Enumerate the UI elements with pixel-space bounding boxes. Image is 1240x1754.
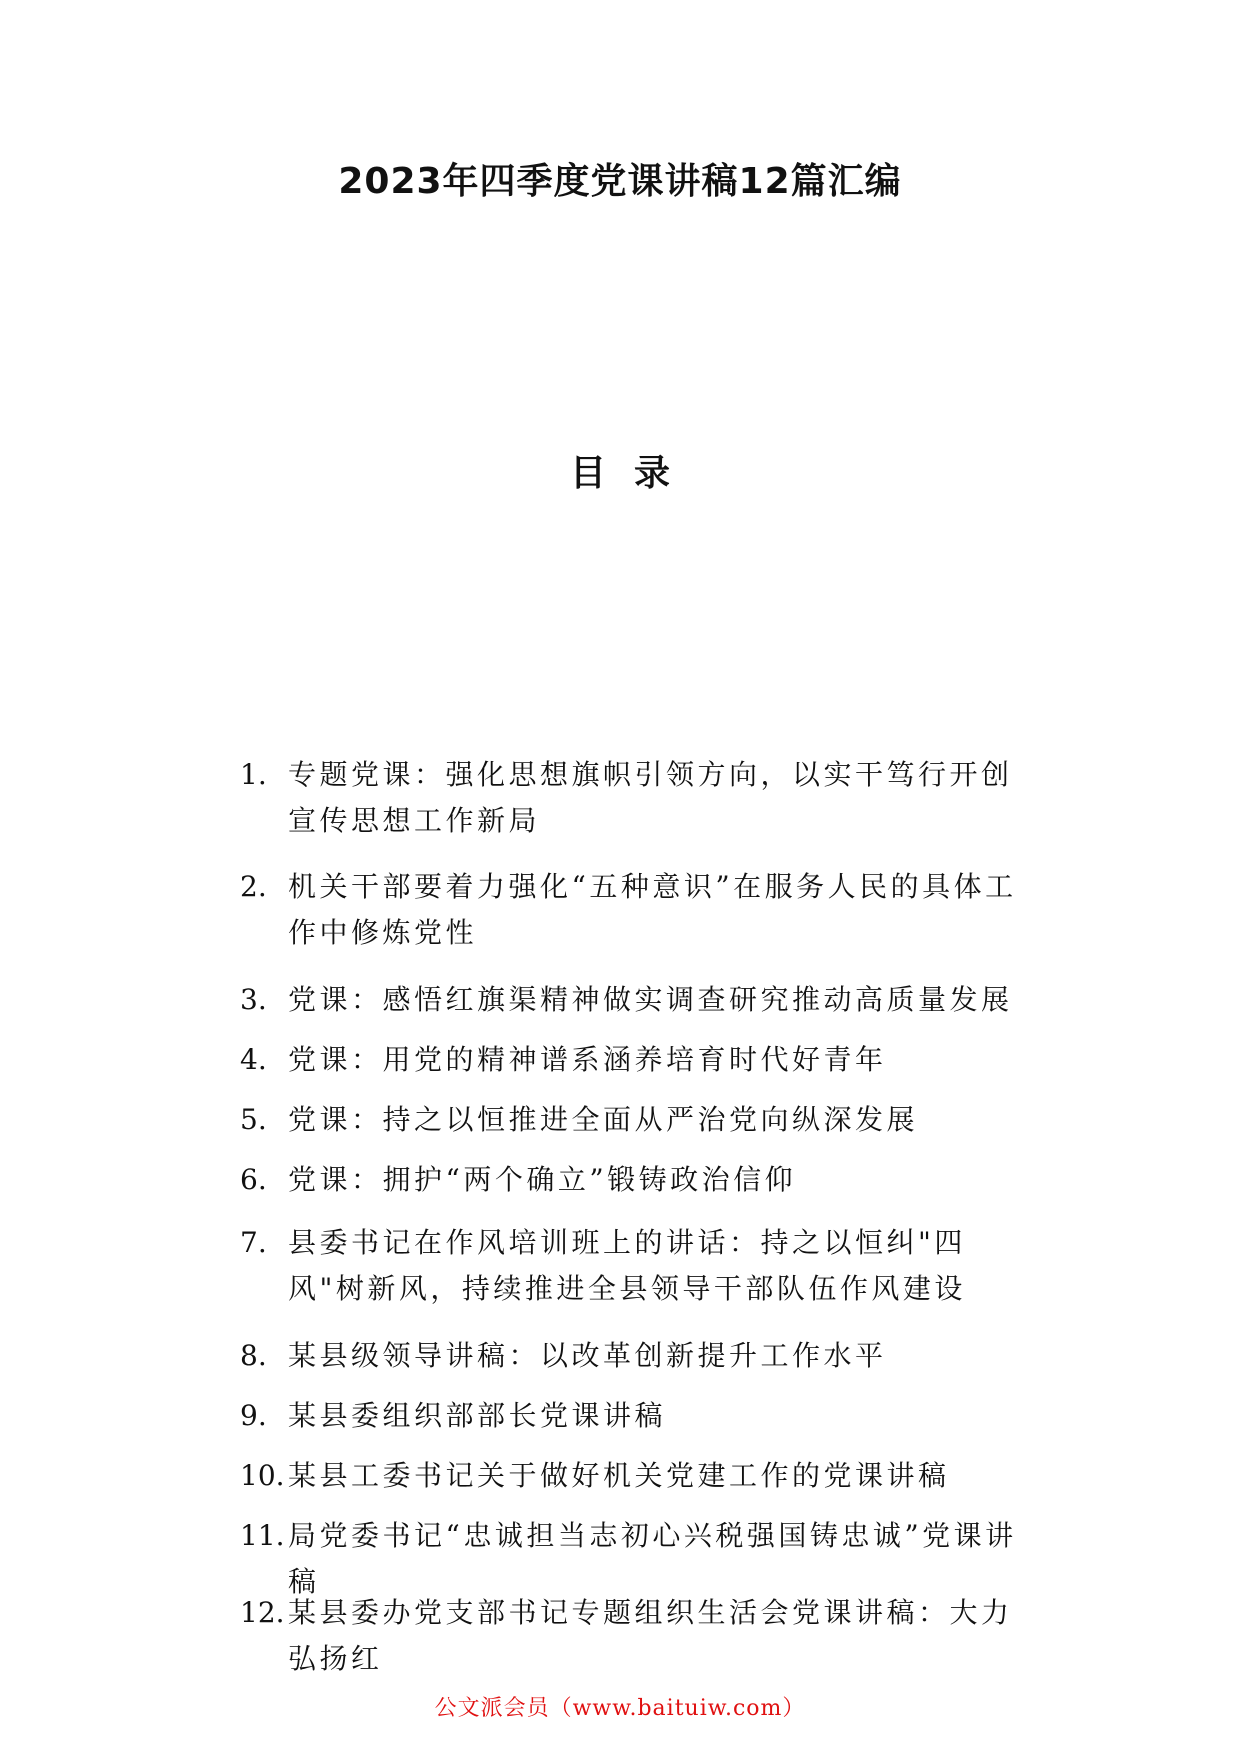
document-title: 2023年四季度党课讲稿12篇汇编	[338, 161, 902, 202]
toc-item-number: 4.	[240, 1043, 267, 1076]
toc-item-number: 12.	[240, 1596, 285, 1629]
toc-item-4	[240, 1037, 1040, 1083]
toc-item-1	[240, 752, 1040, 844]
toc-item-text: 某县工委书记关于做好机关党建工作的党课讲稿	[288, 1459, 950, 1492]
toc-item-number: 11.	[240, 1519, 285, 1552]
toc-heading: 目录	[569, 453, 698, 494]
toc-item-8	[240, 1333, 1040, 1379]
toc-item-text: 专题党课：强化思想旗帜引领方向，以实干笃行开创宣传思想工作新局	[288, 758, 1013, 837]
toc-item-text: 某县委组织部部长党课讲稿	[288, 1399, 667, 1432]
toc-item-text: 县委书记在作风培训班上的讲话：持之以恒纠"四风"树新风，持续推进全县领导干部队伍作风建设	[288, 1226, 966, 1305]
toc-item-text: 局党委书记“忠诚担当志初心兴税强国铸忠诚”党课讲稿	[288, 1519, 1017, 1598]
toc-item-text: 某县级领导讲稿：以改革创新提升工作水平	[288, 1339, 887, 1372]
toc-item-number: 6.	[240, 1163, 267, 1196]
toc-item-7	[240, 1220, 1040, 1312]
toc-item-text: 党课：用党的精神谱系涵养培育时代好青年	[288, 1043, 887, 1076]
toc-item-10	[240, 1453, 1040, 1499]
toc-item-text: 机关干部要着力强化“五种意识”在服务人民的具体工作中修炼党性	[288, 870, 1017, 949]
toc-item-number: 1.	[240, 758, 267, 791]
toc-item-12	[240, 1590, 1040, 1675]
toc-item-2	[240, 864, 1040, 956]
toc-item-number: 10.	[240, 1459, 285, 1492]
toc-item-text: 党课：感悟红旗渠精神做实调查研究推动高质量发展	[288, 983, 1013, 1016]
toc-item-number: 7.	[240, 1226, 267, 1259]
toc-item-text: 党课：拥护“两个确立”锻铸政治信仰	[288, 1163, 797, 1196]
toc-item-number: 3.	[240, 983, 267, 1016]
toc-item-text: 某县委办党支部书记专题组织生活会党课讲稿：大力弘扬红	[288, 1596, 1013, 1675]
toc-item-text: 党课：持之以恒推进全面从严治党向纵深发展	[288, 1103, 919, 1136]
toc-item-number: 8.	[240, 1339, 267, 1372]
toc-item-number: 2.	[240, 870, 267, 903]
footer-watermark: 公文派会员（www.baituiw.com）	[434, 1696, 806, 1721]
toc-item-6	[240, 1157, 1040, 1203]
toc-item-9	[240, 1393, 1040, 1439]
toc-item-number: 5.	[240, 1103, 267, 1136]
toc-item-3	[240, 977, 1040, 1023]
toc-item-number: 9.	[240, 1399, 267, 1432]
toc-item-5	[240, 1097, 1040, 1143]
